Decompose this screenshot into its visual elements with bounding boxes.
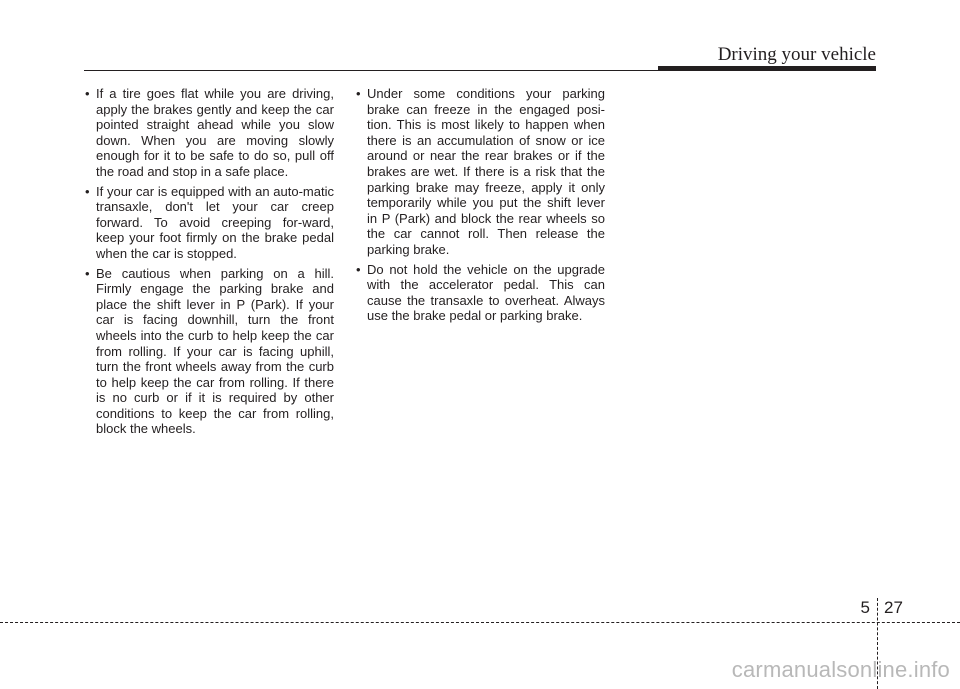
bullet-item <box>83 266 334 438</box>
header-rule-accent <box>658 66 876 71</box>
bullet-text: If a tire goes flat while you are driving, apply the brakes gently and keep the car pointed straight ahead while you slow down. When you are moving slowly enough for it to be safe to do so, pull off the road and stop in a safe place. <box>96 86 334 179</box>
bullet-item <box>83 86 334 180</box>
bullet-glyph: • <box>85 86 90 101</box>
left-column <box>83 86 334 441</box>
bullet-text: Do not hold the vehicle on the upgrade with the accelerator pedal. This can cause the transaxle to overheat. Always use the brake pedal or parking brake. <box>367 261 605 324</box>
footer-rule <box>0 622 960 623</box>
bullet-glyph: • <box>85 265 90 281</box>
bullet-text: Under some conditions your parking brake can freeze in the engaged posi-tion. This is most likely to happen when there is an accumulation of snow or ice around or near the rear brakes or if the brakes are wet. If there is a risk that the parking brake may freeze, apply it only temporarily while you put the shift lever in P (Park) and block the rear wheels so the car cannot roll. Then release the parking brake. <box>367 86 605 257</box>
bullet-item <box>354 262 605 324</box>
section-title: Driving your vehicle <box>717 44 876 65</box>
chapter-number: 5 <box>860 598 870 617</box>
bullet-glyph: • <box>356 86 361 101</box>
bullet-item <box>83 184 334 262</box>
bullet-glyph: • <box>356 261 361 277</box>
bullet-glyph: • <box>85 183 90 199</box>
bullet-item <box>354 86 605 258</box>
watermark: carmanualsonline.info <box>731 657 950 682</box>
bullet-text: Be cautious when parking on a hill. Firmly engage the parking brake and place the shift lever in P (Park). If your car is facing downhill, turn the front wheels into the curb to help keep the car from rolling. If your car is facing uphill, turn the front wheels away from the curb to help keep the car from rolling. If there is no curb or if it is required by other conditions to keep the car from rolling, block the wheels. <box>96 265 334 437</box>
page-number: 27 <box>884 598 903 617</box>
right-column <box>354 86 605 328</box>
bullet-text: If your car is equipped with an auto-matic transaxle, don't let your car creep forward. To avoid creeping for-ward, keep your foot firmly on the brake pedal when the car is stopped. <box>96 183 334 261</box>
header-rule <box>84 70 668 71</box>
